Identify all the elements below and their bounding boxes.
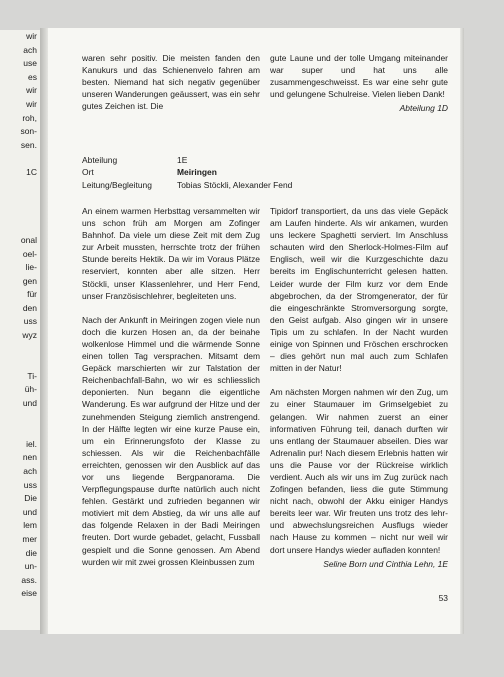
left-page-fragment [0,356,40,370]
left-page-fragment: und [22,506,37,517]
left-page-edge [0,30,40,630]
top-article-right-column [270,52,448,114]
class-info-block [82,154,442,191]
left-page-fragment: wir [26,98,37,109]
page-stack-edge [460,28,464,634]
left-page-fragment: onal [20,234,37,245]
article-paragraph: Nach der Ankunft in Meiringen zogen viele nun doch die kurzen Hosen an, da der beinahe wolkenlose Himmel und die wärmende Sonne einen tollen Tag versprachen. Mitsamt dem Gepäck marschierten wir zur Talstation der Reichenbachfall-Bahn, wo wir es schliesslich deponierten. Nun begann die eigentliche Wanderung. Es war aufgrund der Hitze und der zunehmenden Steigung ziemlich anstrengend. In der Hälfte legten wir eine kurze Pause ein, um ein Erinnerungsfoto der Klasse zu schiessen. Als wir die Reichenbachfälle erreichten, genossen wir den Ausblick auf das vor uns liegende Bergpanorama. Die Verpflegungspause durfte natürlich auch nicht fehlen. Gestärkt und zufrieden begannen wir motiviert mit dem Abstieg, da wir uns alle auf das folgende Relaxen in der Badi Meiringen freuten. Dort wurde gebadet, gelacht, Fussball gespielt und die Sonne genossen. Am Abend wurden wir mit zwei grossen Kleinbussen zum [82,314,260,567]
info-row-leaders [82,179,442,191]
article-paragraph: An einem warmen Herbsttag versammelten wir uns schon früh am Morgen am Zofinger Bahnhof. Da viele um diese Zeit mit dem Zug zur Arbeit mussten, herrschte trotz der frühen Stunde bereits Hektik. Da wir im Voraus Plätze reserviert, konnten aber alle sitzen. Herr Stöckli, unser Klassenlehrer, und Herr Fend, unser Französischlehrer, begleiteten uns. [82,206,260,301]
page-number: 53 [438,593,448,603]
left-page-fragment [0,152,40,166]
book-gutter [40,28,48,634]
left-page-fragment: uss [23,479,37,490]
left-page-fragment: gen [22,275,37,286]
left-page-fragments [0,30,40,601]
left-page-fragment: son- [20,126,37,137]
top-article-left-text: waren sehr positiv. Die meisten fanden den Kanukurs und das Schienenvelo fahren am besten. Niemand hat sich negativ gegenüber unseren Wanderungen geäussert, was ein sehr gutes Zeichen ist. Die [82,53,260,112]
left-page-fragment: ach [23,466,37,476]
left-page-fragment: es [28,71,37,82]
article-paragraph: Am nächsten Morgen nahmen wir den Zug, um zu einer Staumauer im Grimselgebiet zu gelangen. Wir nahmen zuerst an einer informativen Führung teil, danach durften wir uns entlang der Staumauer abseilen. Dies war Adrenalin pur! Nach diesem Erlebnis hatten wir uns die Pause vor der Rückreise wirklich verdient. Auch als wir uns im Zug zurück nach Zofingen befanden, liess die gute Stimmung nicht nach, obwohl der Akku einiger Handys bereits leer war. Wir freuten uns trotz des lehr- und abwechslungsreichen Ausflugs wieder nach Hause zu kommen – nicht nur weil wir dort unsere Handys wieder aufladen konnten! [270,387,448,555]
left-page-fragment: für [27,289,37,300]
left-page-fragment: Ti- [27,370,37,381]
left-page-fragment: lie- [25,262,37,273]
left-page-fragment: roh, [22,112,37,123]
left-page-fragment: Die [24,493,37,504]
left-page-fragment: 1C [26,166,37,177]
left-page-fragment: die [25,547,37,558]
left-page-fragment [0,180,40,194]
left-page-fragment: mer [22,533,37,544]
right-page [48,28,460,634]
info-key-leaders: Leitung/Begleitung [82,179,152,190]
left-page-fragment: den [22,302,37,313]
left-page-fragment [0,193,40,207]
info-row-class [82,154,442,166]
left-page-fragment: ass. [21,574,37,585]
info-row-place [82,166,442,178]
left-page-fragment: eise [21,588,37,599]
left-page-fragment: wir [26,31,37,41]
info-value-place: Meiringen [177,167,217,178]
article-right-column [270,205,448,570]
top-article-signature: Abteilung 1D [399,103,448,114]
left-page-fragment: ach [23,44,37,55]
left-page-fragment: lem [23,520,37,531]
left-page-fragment [0,411,40,425]
left-page-fragment: wyz [22,330,37,341]
left-page-fragment: oel- [22,248,37,259]
info-value-class: 1E [177,155,188,165]
left-page-fragment [0,207,40,221]
left-page-fragment: wir [26,85,37,96]
top-article-left-column [82,52,260,112]
left-page-fragment [0,343,40,357]
left-page-fragment: uss [23,316,37,327]
article-paragraph: Tipidorf transportiert, da uns das viele Gepäck am Laufen hinderte. Als wir ankamen, wurden uns leckere Spaghetti serviert. Im Anschluss schauten wird den Sherlock-Holmes-Film auf Englisch, weil wir die Kurzgeschichte dazu bereits im Englischunterricht gelesen hatten. Leider wurde der Film kurz vor dem Ende abgebrochen, da der Stromgenerator, der für die eingeschränkte Stromversorgung sorgte, den Geist aufgab. Also gingen wir in unsere Tipis um zu schlafen. In der Nacht wurden einige von Spinnen und Fröschen erschrocken – dies gehört nun mal auch zum Schlafen mitten in der Natur! [270,206,448,374]
left-page-fragment: und [22,398,37,409]
left-page-fragment [0,424,40,438]
info-key-place: Ort [82,167,94,178]
left-page-fragment: nen [22,452,37,463]
left-page-fragment [0,220,40,234]
left-page-fragment: un- [24,561,37,572]
article-left-column [82,205,260,568]
article-signature: Seline Born und Cinthia Lehn, 1E [323,558,448,569]
top-article-right-text: gute Laune und der tolle Umgang miteinander war super und hat uns alle zusammengeschweisst. Es war eine sehr gute und gelungene Schulreise. Vielen lieben Dank! [270,53,448,100]
info-key-class: Abteilung [82,155,118,165]
info-value-leaders: Tobias Stöckli, Alexander Fend [177,179,293,190]
left-page-fragment: iel. [26,438,37,449]
left-page-fragment: use [23,58,37,69]
left-page-fragment: sen. [20,139,37,150]
left-page-fragment: üh- [24,384,37,395]
